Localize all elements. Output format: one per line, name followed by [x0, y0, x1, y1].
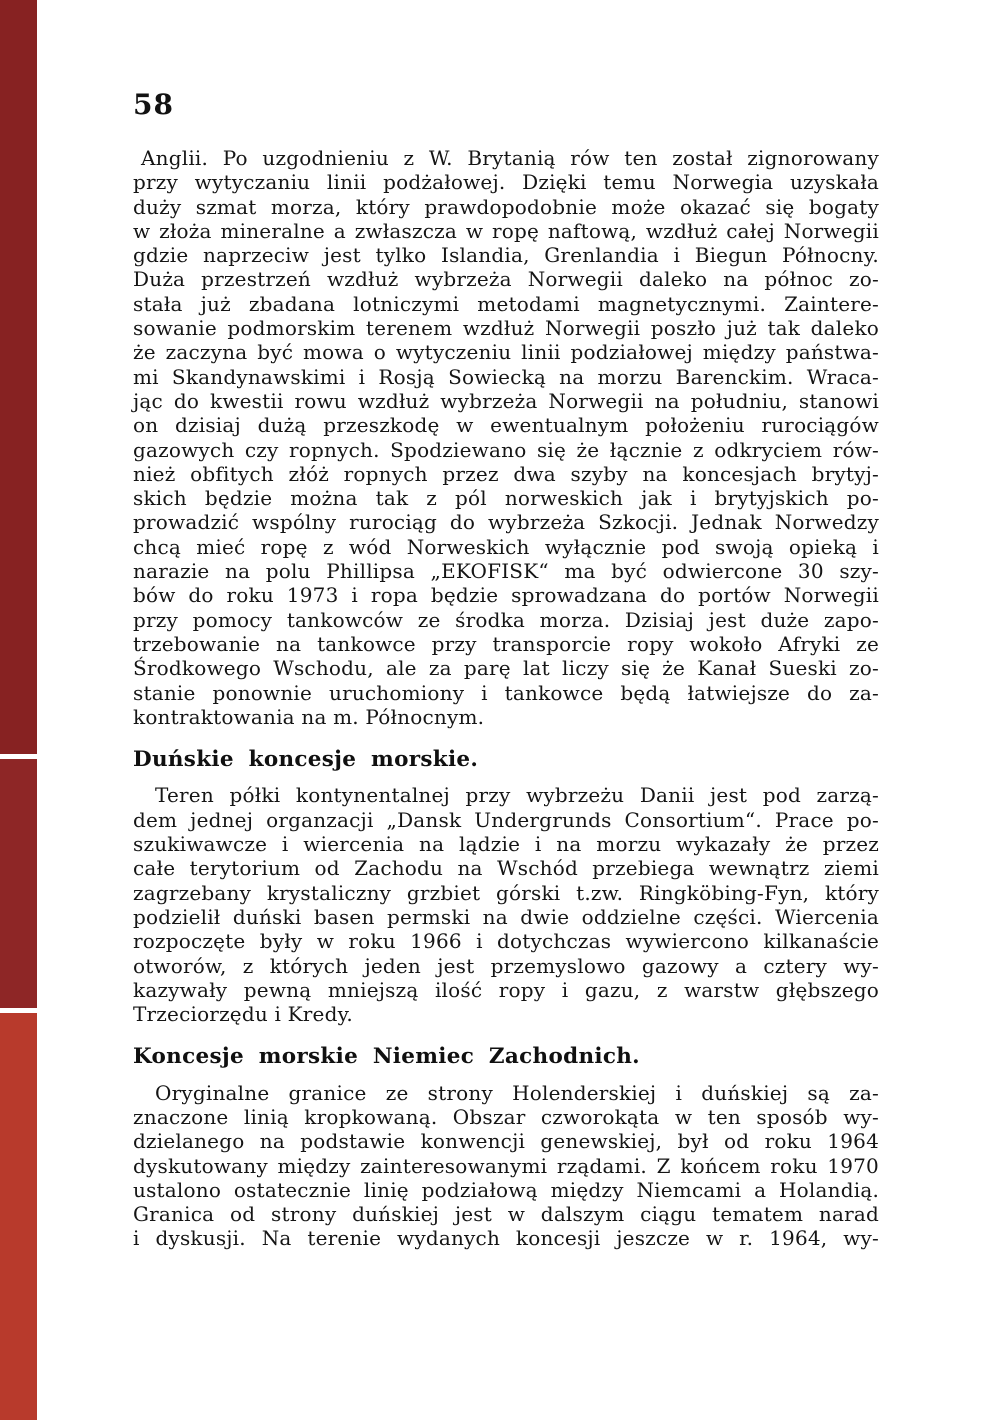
text-line: dyskutowany między zainteresowanymi rządami. Z końcem roku 1970 — [133, 1153, 879, 1178]
text-line: stanie ponownie uruchomiony i tankowce będą łatwiejsze do za- — [133, 680, 879, 705]
text-line: sowanie podmorskim terenem wzdłuż Norwegii poszło już tak daleko — [133, 316, 879, 341]
binding-strip-segment-0 — [0, 0, 37, 754]
text-line: Trzeciorzędu i Kredy. — [133, 1002, 353, 1027]
text-line: prowadzić wspólny rurociąg do wybrzeża Szkocji. Jednak Norwedzy — [133, 510, 879, 535]
text-block — [133, 146, 879, 1251]
binding-strip-segment-2 — [0, 1013, 37, 1420]
text-line: Środkowego Wschodu, ale za parę lat liczy się że Kanał Sueski zo- — [133, 656, 879, 681]
section-heading: Koncesje morskie Niemiec Zachodnich. — [133, 1044, 640, 1070]
text-line: otworów, z których jeden jest przemyslowo gazowy a cztery wy- — [133, 953, 879, 978]
text-line: mi Skandynawskimi i Rosją Sowiecką na morzu Barenckim. Wraca- — [133, 364, 879, 389]
text-line: Oryginalne granice ze strony Holenderskiej i duńskiej są za- — [155, 1080, 879, 1105]
text-line: ustalono ostatecznie linię podziałową między Niemcami a Holandią. — [133, 1177, 879, 1202]
text-line: że zaczyna być mowa o wytyczeniu linii podziałowej między państwa- — [133, 340, 879, 365]
section-heading: Duńskie koncesje morskie. — [133, 747, 479, 773]
paragraph — [133, 1081, 879, 1251]
text-line: gazowych czy ropnych. Spodziewano się że łącznie z odkryciem rów- — [133, 437, 879, 462]
binding-strip-segment-1 — [0, 759, 37, 1008]
text-line: narazie na polu Phillipsa „EKOFISK“ ma być odwiercone 30 szy- — [133, 559, 879, 584]
text-line: Granica od strony duńskiej jest w dalszym ciągu tematem narad — [133, 1202, 879, 1227]
text-line: jąc do kwestii rowu wzdłuż wybrzeża Norwegii na południu, stanowi — [133, 388, 879, 413]
text-line: przy pomocy tankowców ze środka morza. Dzisiaj jest duże zapo- — [133, 607, 879, 632]
text-line: całe terytorium od Zachodu na Wschód przebiega wewnątrz ziemi — [133, 856, 879, 881]
text-line: stała już zbadana lotniczymi metodami magnetycznymi. Zaintere- — [133, 291, 879, 316]
paragraph — [133, 146, 879, 729]
page-number: 58 — [133, 88, 174, 121]
text-line: dem jednej organzacji „Dansk Undergrunds Consortium“. Prace po- — [133, 807, 879, 832]
text-line: Anglii. Po uzgodnieniu z W. Brytanią rów ten został zignorowany — [141, 146, 879, 170]
text-line: w złoża mineralne a zwłaszcza w ropę naftową, wzdłuż całej Norwegii — [133, 218, 879, 243]
text-line: bów do roku 1973 i ropa będzie sprowadzana do portów Norwegii — [133, 583, 879, 608]
text-line: przy wytyczaniu linii podżałowej. Dzięki temu Norwegia uzyskała — [133, 170, 879, 195]
text-line: nież obfitych złóż ropnych przez dwa szyby na koncesjach brytyj- — [133, 461, 879, 486]
book-binding-edge — [0, 0, 37, 1420]
text-line: dzielanego na podstawie konwencji genewskiej, był od roku 1964 — [133, 1129, 879, 1154]
text-line: trzebowanie na tankowce przy transporcie ropy wokoło Afryki ze — [133, 631, 879, 656]
text-line: chcą mieć ropę z wód Norweskich wyłącznie pod swoją opieką i — [133, 534, 879, 559]
text-line: znaczone linią kropkowaną. Obszar czworokąta w ten sposób wy- — [133, 1104, 879, 1129]
text-line: i dyskusji. Na terenie wydanych koncesji jeszcze w r. 1964, wy- — [133, 1226, 879, 1251]
text-line: duży szmat morza, który prawdopodobnie może okazać się bogaty — [133, 194, 879, 219]
text-line: gdzie naprzeciw jest tylko Islandia, Grenlandia i Biegun Północny. — [133, 243, 879, 268]
text-line: kazywały pewną mniejszą ilość ropy i gazu, z warstw głębszego — [133, 977, 879, 1002]
text-line: szukiwawcze i wiercenia na lądzie i na morzu wykazały że przez — [133, 832, 879, 857]
text-line: podzielił duński basen permski na dwie oddzielne części. Wiercenia — [133, 904, 879, 929]
text-line: on dzisiaj dużą przeszkodę w ewentualnym położeniu rurociągów — [133, 413, 879, 438]
text-line: Duża przestrzeń wzdłuż wybrzeża Norwegii daleko na północ zo- — [133, 267, 879, 292]
text-line: rozpoczęte były w roku 1966 i dotychczas wywiercono kilkanaście — [133, 929, 879, 954]
text-line: Teren półki kontynentalnej przy wybrzeżu Danii jest pod zarzą- — [155, 783, 879, 808]
text-line: skich będzie można tak z pól norweskich jak i brytyjskich po- — [133, 486, 879, 511]
paragraph — [133, 783, 879, 1026]
text-line: zagrzebany krystaliczny grzbiet górski t.zw. Ringköbing-Fyn, który — [133, 880, 879, 905]
text-line: kontraktowania na m. Północnym. — [133, 704, 485, 729]
